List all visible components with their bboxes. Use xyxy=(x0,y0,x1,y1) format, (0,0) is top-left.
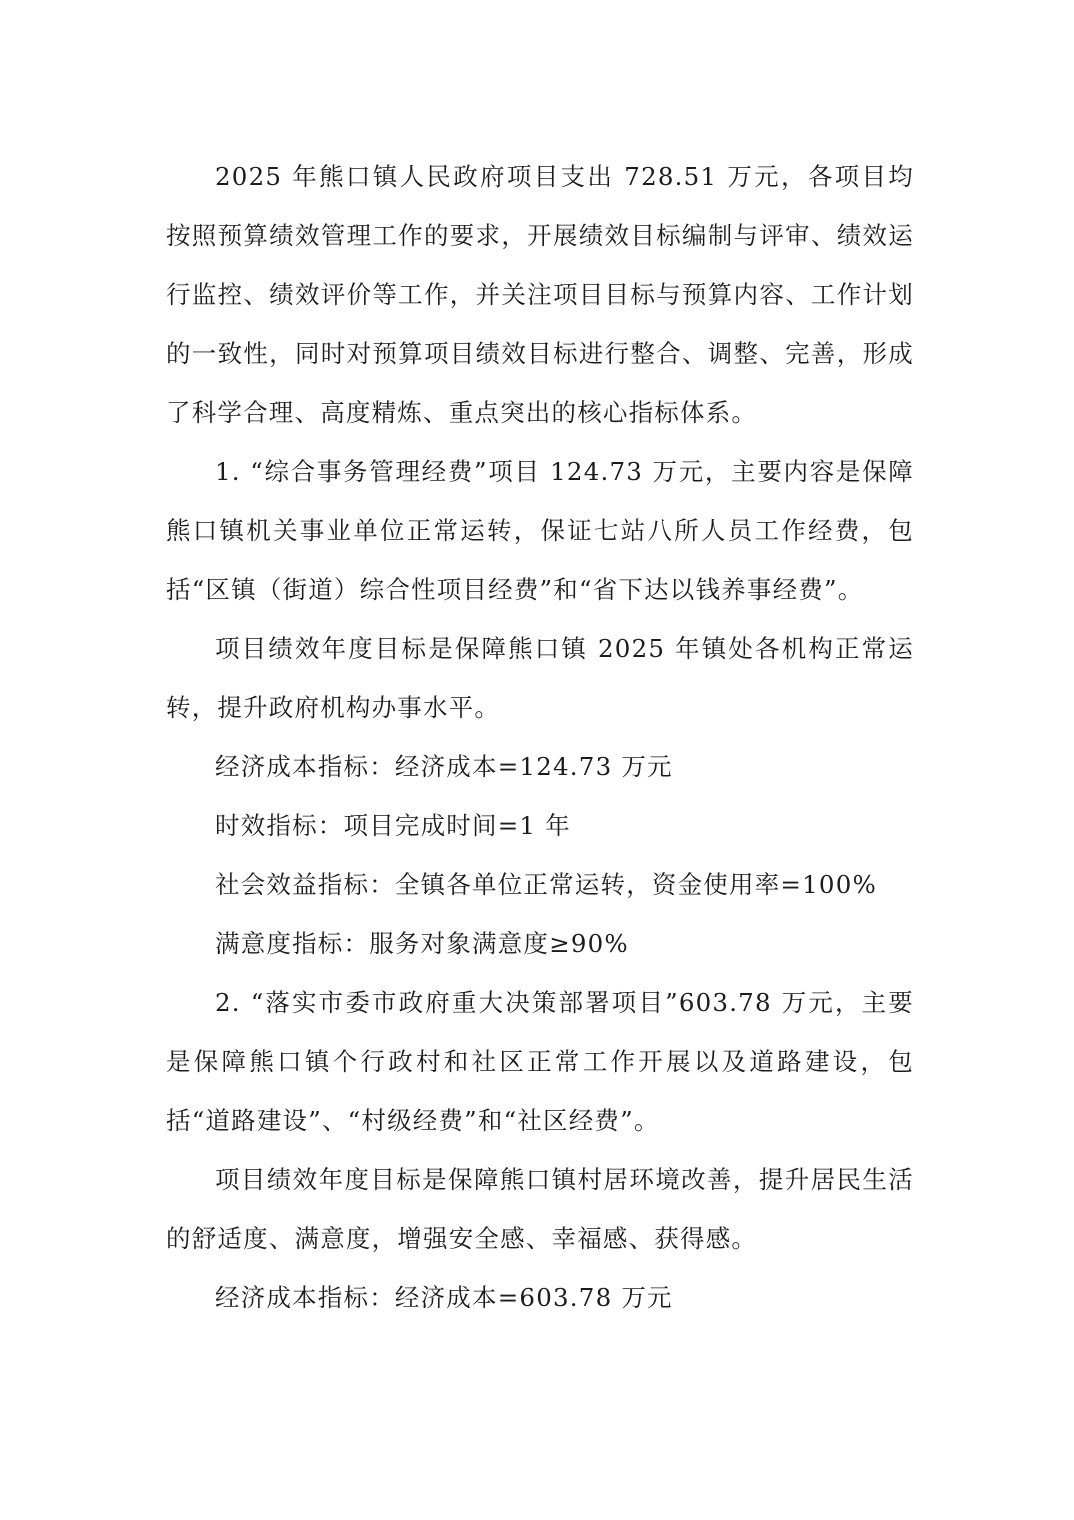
indicator-economic-cost-1: 经济成本指标：经济成本=124.73 万元 xyxy=(215,752,673,781)
indicator-timeliness-1: 时效指标：项目完成时间=1 年 xyxy=(215,811,571,840)
paragraph-project-1: 1. “综合事务管理经费”项目 124.73 万元，主要内容是保障熊口镇机关事业单位正常运转，保证七站八所人员工作经费，包括“区镇（街道）综合性项目经费”和“省下达以钱养事经费”。 xyxy=(166,457,914,604)
indicator-satisfaction-1: 满意度指标：服务对象满意度≥90% xyxy=(215,929,629,958)
paragraph-intro: 2025 年熊口镇人民政府项目支出 728.51 万元，各项目均按照预算绩效管理工作的要求，开展绩效目标编制与评审、绩效运行监控、绩效评价等工作，并关注项目目标与预算内容、工作计划的一致性，同时对预算项目绩效目标进行整合、调整、完善，形成了科学合理、高度精炼、重点突出的核心指标体系。 xyxy=(166,162,914,427)
indicator-economic-cost-2: 经济成本指标：经济成本=603.78 万元 xyxy=(215,1283,673,1312)
paragraph-project-1-goal: 项目绩效年度目标是保障熊口镇 2025 年镇处各机构正常运转，提升政府机构办事水平。 xyxy=(166,634,914,722)
paragraph-project-2: 2. “落实市委市政府重大决策部署项目”603.78 万元，主要是保障熊口镇个行政村和社区正常工作开展以及道路建设，包括“道路建设”、“村级经费”和“社区经费”。 xyxy=(166,988,914,1135)
indicator-social-benefit-1: 社会效益指标：全镇各单位正常运转，资金使用率=100% xyxy=(215,870,877,899)
document-body xyxy=(166,147,914,1327)
paragraph-project-2-goal: 项目绩效年度目标是保障熊口镇村居环境改善，提升居民生活的舒适度、满意度，增强安全感、幸福感、获得感。 xyxy=(166,1165,914,1253)
